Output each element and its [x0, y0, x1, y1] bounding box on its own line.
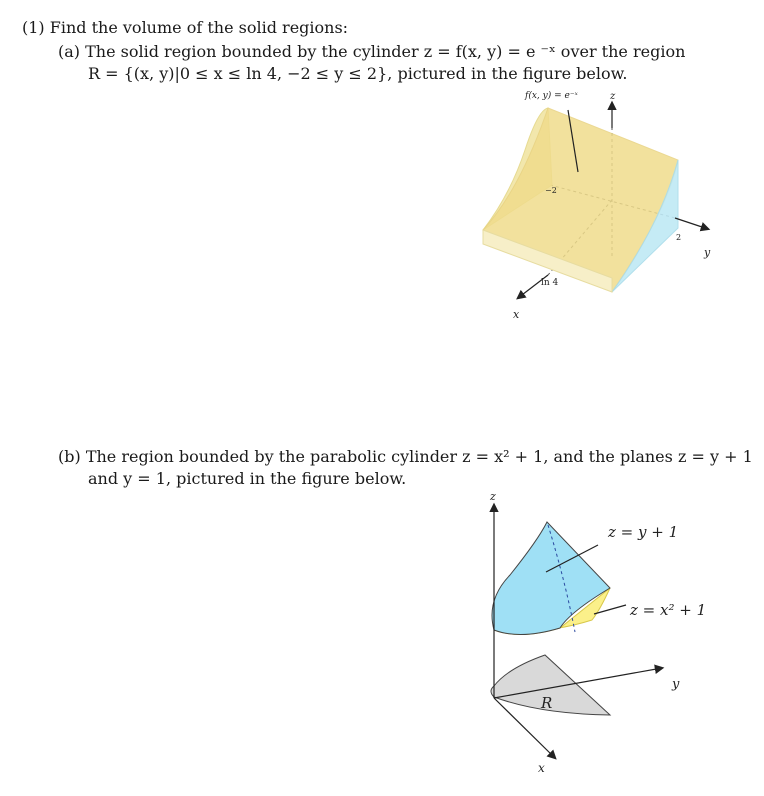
pos2-label: 2	[676, 233, 682, 242]
part-a-line2: R = {(x, y)|0 ≤ x ≤ ln 4, −2 ≤ y ≤ 2}, pictured in the figure below.	[88, 64, 628, 83]
problem-heading: (1) Find the volume of the solid regions:	[22, 18, 349, 37]
neg2-label: −2	[545, 186, 557, 195]
plane-label: z = y + 1	[608, 523, 679, 541]
part-b-line2: and y = 1, pictured in the figure below.	[88, 469, 407, 488]
y-label-a: y	[704, 246, 711, 259]
z-label-b: z	[490, 490, 496, 503]
parabolic-label: z = x² + 1	[630, 601, 707, 619]
y-label-b: y	[672, 677, 680, 692]
part-b-line1: (b) The region bounded by the parabolic cylinder z = x² + 1, and the planes z = y + 1	[58, 447, 753, 466]
func-label: f(x, y) = e⁻ˣ	[525, 91, 578, 101]
z-label-a: z	[610, 91, 616, 102]
x-label-a: x	[513, 308, 520, 321]
ln4-label: ln 4	[541, 278, 559, 288]
region-label: R	[541, 694, 553, 712]
part-a-line1: (a) The solid region bounded by the cylinder z = f(x, y) = e ⁻ˣ over the region	[58, 42, 686, 61]
x-label-b: x	[538, 761, 545, 775]
